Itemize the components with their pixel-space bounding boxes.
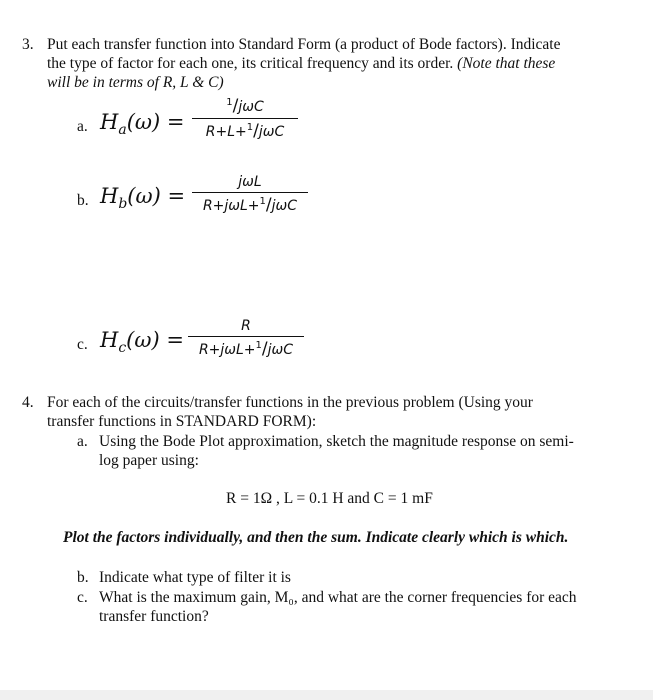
q3c-fraction-bar (188, 336, 304, 337)
q3b-label: b. (77, 192, 89, 209)
q4b-label: b. (77, 569, 89, 586)
q3b-sub: b (118, 196, 128, 213)
q3b-H: H (100, 184, 119, 208)
q3a-den-pre: R+L+ (205, 124, 247, 140)
q4c-line2: transfer function? (99, 608, 209, 625)
q4c-line1: What is the maximum gain, M₀, and what are the corner frequencies for each (99, 589, 577, 606)
q3b-fraction-bar (192, 192, 308, 193)
bottom-strip (0, 690, 653, 700)
q3b-den-pre: R+jωL+ (202, 198, 260, 214)
q4-plot-instruction: Plot the factors individually, and then the sum. Indicate clearly which is which. (63, 529, 569, 546)
q3-number: 3. (22, 36, 34, 53)
q4-number: 4. (22, 394, 34, 411)
q4c-label: c. (77, 589, 88, 606)
q4a-line2: log paper using: (99, 452, 199, 469)
q4a-label: a. (77, 433, 88, 450)
q3b-numerator: jωL (238, 174, 262, 190)
q3c-arg: (ω) = (126, 328, 184, 352)
q4a-line1: Using the Bode Plot approximation, sketch the magnitude response on semi- (99, 433, 574, 450)
q3c-lhs (100, 328, 184, 356)
q3c-sub: c (118, 340, 127, 357)
q3a-lhs (100, 110, 184, 138)
q3a-den-rest: jωC (258, 124, 285, 140)
q3-line2 (47, 54, 555, 73)
q3-line2-text: the type of factor for each one, its critical frequency and its order. (47, 55, 454, 72)
q3c-den-pre: R+jωL+ (198, 342, 256, 358)
q3b-lhs (100, 184, 185, 212)
q3a-num-sup: 1 (226, 97, 233, 108)
q3a-sub: a (118, 122, 127, 139)
q4-component-values: R = 1Ω , L = 0.1 H and C = 1 mF (226, 490, 433, 507)
q4-line2: transfer functions in STANDARD FORM): (47, 413, 317, 430)
q3b-arg: (ω) = (127, 184, 186, 208)
q3c-den-sup: 1 (255, 340, 262, 351)
q3-note-b: will be in terms of R, L & C) (47, 74, 224, 91)
q3b-den-sup: 1 (259, 196, 266, 207)
q3b-den-rest: jωC (271, 198, 298, 214)
q4b-text: Indicate what type of filter it is (99, 569, 291, 586)
q3c-label: c. (77, 336, 88, 353)
q4-line1: For each of the circuits/transfer functions in the previous problem (Using your (47, 394, 533, 411)
q3-note-a: (Note that these (457, 55, 556, 72)
q3c-den-rest: jωC (267, 342, 294, 358)
q3b-fraction (192, 174, 308, 215)
q3a-arg: (ω) = (126, 110, 185, 134)
q3a-denominator: R+L+$^1$/jωC (205, 121, 285, 141)
q3c-H: H (100, 328, 119, 352)
q3a-fraction-bar (192, 118, 298, 119)
q3a-H: H (100, 110, 119, 134)
q3c-numerator: R (241, 318, 251, 334)
q3a-num-rest: jωC (238, 99, 264, 115)
q3c-fraction (188, 318, 304, 359)
q3a-label: a. (77, 118, 88, 135)
q3b-denominator: R+jωL+$^1$/jωC (202, 195, 298, 215)
q3a-den-sup: 1 (246, 122, 254, 133)
q3c-denominator: R+jωL+$^1$/jωC (198, 339, 294, 359)
q3a-numerator: $^1$/jωC (226, 96, 264, 116)
q3a-fraction (192, 96, 298, 141)
q3-line1: Put each transfer function into Standard Form (a product of Bode factors). Indicate (47, 36, 561, 53)
